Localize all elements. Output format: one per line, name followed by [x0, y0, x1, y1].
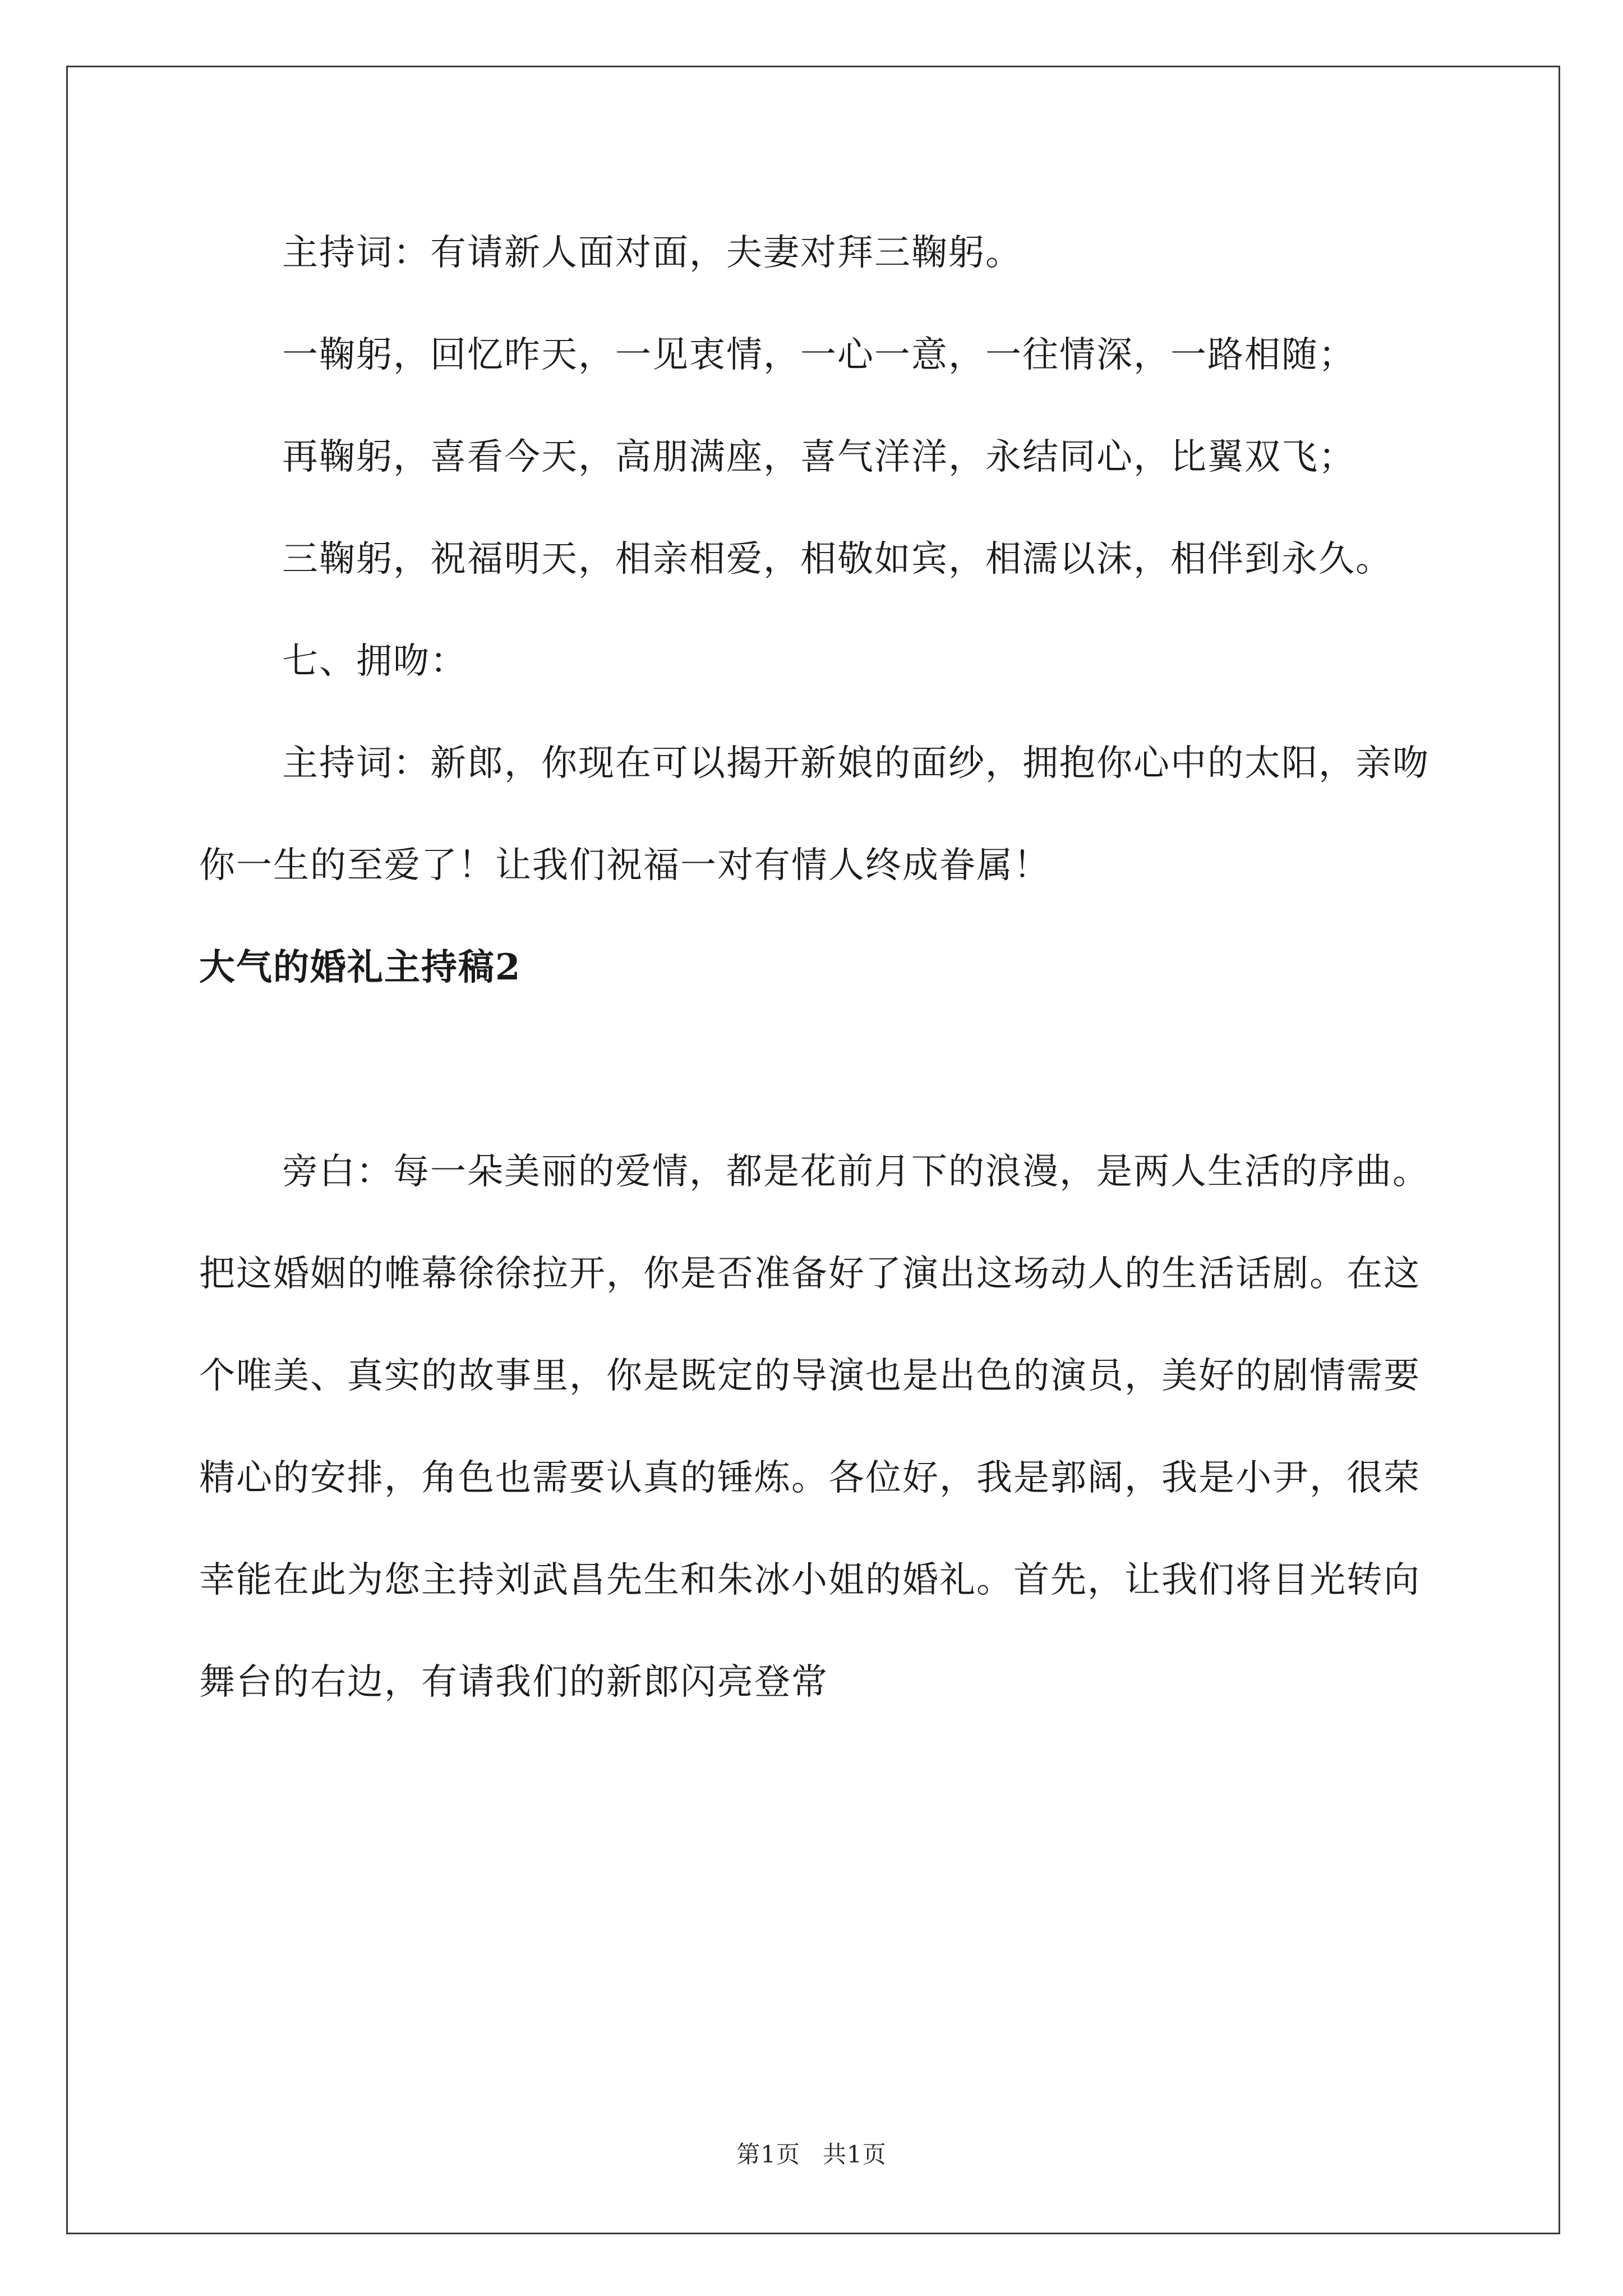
- page-footer: [0, 2136, 1623, 2170]
- paragraph: 七、拥吻：: [282, 641, 467, 682]
- paragraph: 三鞠躬，祝福明天，相亲相爱，相敬如宾，相濡以沫，相伴到永久。: [282, 539, 1393, 580]
- page-number: 第1页: [736, 2141, 800, 2168]
- document-body: [199, 202, 1430, 1733]
- page-total: 共1页: [823, 2141, 887, 2168]
- paragraph: 旁白：每一朵美丽的爱情，都是花前月下的浪漫，是两人生活的序曲。把这婚姻的帷幕徐徐拉开，你是否准备好了演出这场动人的生活话剧。在这个唯美、真实的故事里，你是既定的导演也是出色的演员，美好的剧情需要精心的安排，角色也需要认真的锤炼。各位好，我是郭阔，我是小尹，很荣幸能在此为您主持刘武昌先生和朱冰小姐的婚礼。首先，让我们将目光转向舞台的右边，有请我们的新郎闪亮登常: [199, 1151, 1430, 1703]
- paragraph: 主持词：新郎，你现在可以揭开新娘的面纱，拥抱你心中的太阳，亲吻你一生的至爱了！让我们祝福一对有情人终成眷属！: [199, 743, 1430, 886]
- blank-line: [199, 1019, 1430, 1121]
- paragraph: 再鞠躬，喜看今天，高朋满座，喜气洋洋，永结同心，比翼双飞；: [282, 436, 1355, 478]
- paragraph: 主持词：有请新人面对面，夫妻对拜三鞠躬。: [282, 232, 1022, 274]
- section-heading: 大气的婚礼主持稿2: [199, 946, 522, 988]
- paragraph: 一鞠躬，回忆昨天，一见衷情，一心一意，一往情深，一路相随；: [282, 334, 1355, 376]
